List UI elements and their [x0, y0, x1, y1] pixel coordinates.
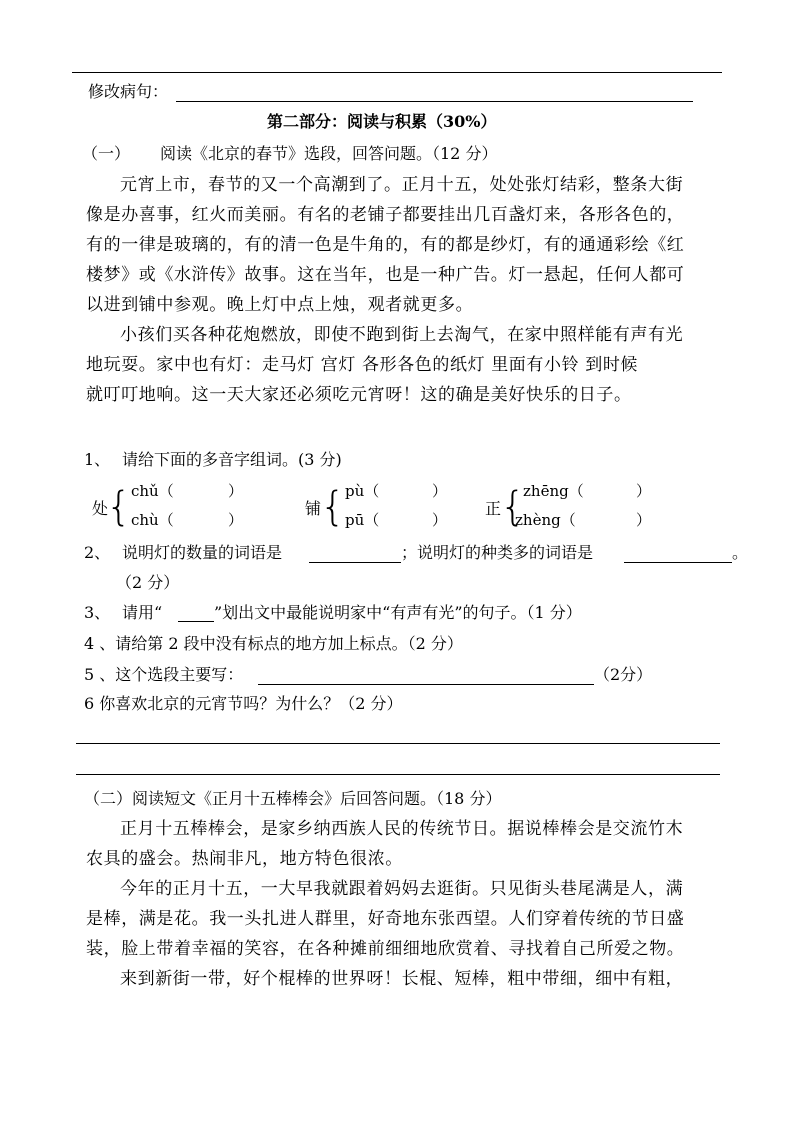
q2-text-a: 说明灯的数量的词语是 [122, 543, 283, 562]
pinyin-close: ） [228, 482, 244, 500]
q2-blank-2[interactable] [624, 562, 732, 563]
brace-icon: { [320, 484, 346, 530]
s2-p1-line: 农具的盛会。热闹非凡，地方特色很浓。 [86, 849, 403, 869]
part2-title: 第二部分：阅读与积累（30%） [267, 112, 497, 131]
brace-icon: { [500, 484, 526, 530]
q5-answer-line[interactable] [258, 684, 594, 685]
pinyin-close: ） [636, 482, 652, 500]
s1-p1-line: 以进到铺中参观。晚上灯中点上烛，观者就更多。 [86, 295, 474, 315]
s1-p1-line: 有的一律是玻璃的，有的清一色是牛角的，有的都是纱灯，有的通通彩绘《红 [86, 235, 685, 255]
section1-heading: 阅读《北京的春节》选段，回答问题。（12 分） [160, 144, 498, 163]
pinyin-close: ） [228, 511, 244, 529]
s1-p1-line: 像是办喜事，红火而美丽。有名的老铺子都要挂出几百盏灯来，各形各色的， [86, 205, 685, 225]
q2-number: 2、 [84, 543, 111, 562]
s1-p1-line: 楼梦》或《水浒传》故事。这在当年，也是一种广告。灯一悬起，任何人都可 [86, 265, 685, 285]
q2-text-b: ；说明灯的种类多的词语是 [401, 543, 594, 562]
s2-p1-line: 正月十五棒棒会，是家乡纳西族人民的传统节日。据说棒棒会是交流竹木 [120, 819, 684, 839]
pinyin-close: ） [636, 511, 652, 529]
s1-p1-line: 元宵上市，春节的又一个高潮到了。正月十五，处处张灯结彩，整条大街 [120, 175, 684, 195]
q6-text: 6 你喜欢北京的元宵节吗？为什么？（2 分） [84, 694, 403, 713]
s2-p2-line: 装，脸上带着幸福的笑容，在各种摊前细细地欣赏着、寻找着自己所爱之物。 [86, 939, 685, 959]
q2-end: 。 [732, 543, 749, 562]
pinyin-option: pù（ [345, 482, 380, 500]
revise-label: 修改病句： [88, 82, 169, 101]
s1-p2-line: 地玩耍。家中也有灯：走马灯 宫灯 各形各色的纸灯 里面有小铃 到时候 [86, 355, 639, 375]
q1-text: 请给下面的多音字组词。(3 分) [122, 450, 342, 469]
section2-heading: （二）阅读短文《正月十五棒棒会》后回答问题。（18 分） [84, 789, 502, 808]
q5-text: 5 、这个选段主要写： [84, 665, 244, 684]
polyphone-char: 正 [485, 499, 502, 518]
q6-answer-line[interactable] [76, 743, 720, 744]
s2-p2-line: 今年的正月十五，一大早我就跟着妈妈去逛街。只见街头巷尾满是人，满 [120, 879, 684, 899]
q3-text-b: ”划出文中最能说明家中“有声有光”的句子。（1 分） [214, 603, 582, 622]
polyphone-char: 处 [92, 499, 109, 518]
q3-text-a: 请用“ [122, 603, 163, 622]
pinyin-option: zhèng（ [515, 511, 576, 529]
polyphone-char: 铺 [305, 499, 322, 518]
q6-answer-line[interactable] [76, 774, 720, 775]
pinyin-option: chǔ（ [131, 482, 174, 500]
revise-answer-line[interactable] [176, 101, 693, 102]
pinyin-option: pū（ [345, 511, 380, 529]
brace-icon: { [106, 484, 132, 530]
q4-text: 4 、请给第 2 段中没有标点的地方加上标点。（2 分） [84, 634, 463, 653]
q2-score: （2 分） [116, 573, 180, 592]
s1-p2-line: 小孩们买各种花炮燃放，即使不跑到街上去淘气，在家中照样能有声有光 [120, 325, 684, 345]
q2-blank-1[interactable] [309, 562, 401, 563]
q3-underline-sample [178, 621, 214, 622]
pinyin-option: zhēng（ [523, 482, 584, 500]
pinyin-close: ） [432, 511, 448, 529]
s2-p3-line: 来到新街一带，好个棍棒的世界呀！长棍、短棒，粗中带细，细中有粗， [120, 969, 684, 989]
q3-number: 3、 [84, 603, 111, 622]
pinyin-option: chù（ [131, 511, 174, 529]
q1-number: 1、 [84, 450, 111, 469]
s2-p2-line: 是棒，满是花。我一头扎进人群里，好奇地东张西望。人们穿着传统的节日盛 [86, 909, 685, 929]
top-rule [72, 72, 722, 73]
pinyin-close: ） [432, 482, 448, 500]
s1-p2-line: 就叮叮地响。这一天大家还必须吃元宵呀！这的确是美好快乐的日子。 [86, 385, 632, 405]
section1-number: （一） [82, 144, 131, 163]
q5-score: （2分） [594, 665, 653, 684]
